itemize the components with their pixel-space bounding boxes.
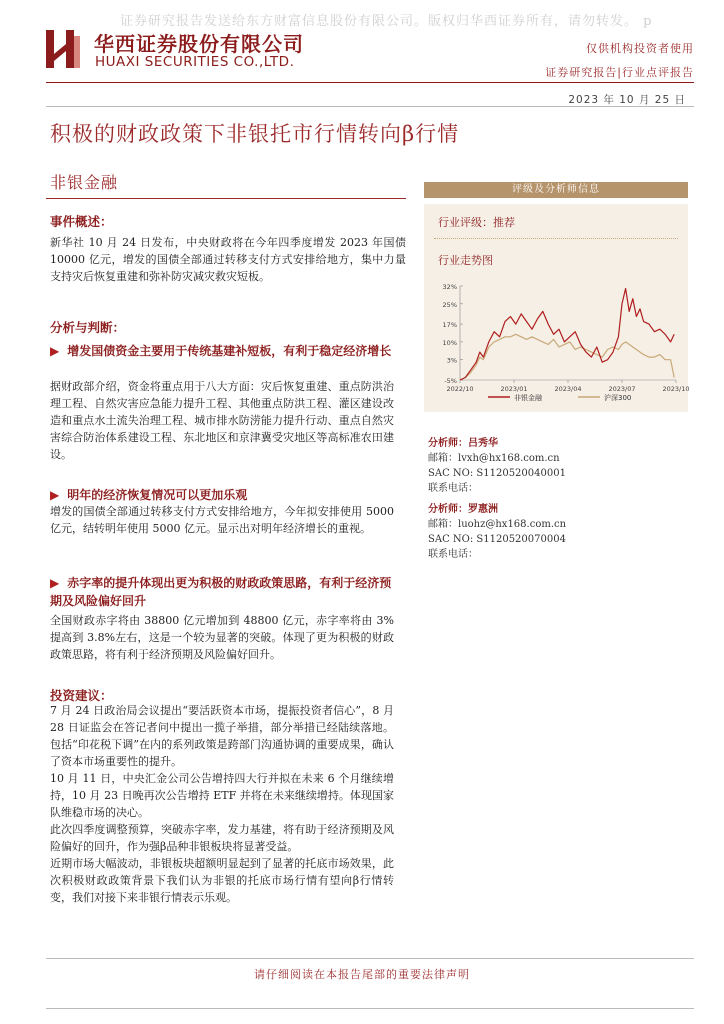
x-tick-label: 2023/01 (500, 385, 528, 393)
invest-heading: 投资建议： (50, 688, 113, 703)
rating-label: 行业评级：推荐 (438, 216, 515, 229)
invest-paragraph: 近期市场大幅波动，非银板块超额明显起到了显著的托底市场效果，此次积极财政政策背景下我们认为非银的托底市场行情有望向β行情转变，我们对接下来非银行情表示乐观。 (50, 857, 394, 904)
trend-label: 行业走势图 (438, 254, 493, 267)
sector-name: 非银金融 (50, 173, 119, 192)
analysis-heading: 分析与判断： (50, 320, 126, 335)
y-tick-label: 32% (442, 283, 457, 291)
sidebar-header: 评级及分析师信息 (424, 182, 688, 198)
report-type: 证券研究报告|行业点评报告 (545, 66, 694, 79)
y-tick-label: -5% (444, 377, 457, 385)
date-rule (46, 106, 694, 107)
x-tick-label: 2023/04 (554, 385, 582, 393)
analyst-2 (428, 502, 566, 562)
event-heading: 事件概述： (50, 214, 113, 229)
y-tick-label: 25% (442, 300, 457, 309)
analysis-point-2-text: 增发的国债全部通过转移支付方式安排给地方，今年拟安排使用 5000 亿元，结转明年使用 5000 亿元。显示出对明年经济增长的重视。 (50, 505, 394, 535)
legend-label: 非银金融 (514, 394, 542, 402)
analyst-2-sac: SAC NO: S1120520070004 (428, 534, 566, 545)
invest-paragraph: 此次四季度调整预算，突破赤字率，发力基建，将有助于经济预期及风险偏好的回升，作为强β品种非银板块将显著受益。 (50, 823, 394, 853)
legal-notice: 请仔细阅读在本报告尾部的重要法律声明 (254, 968, 470, 981)
analyst-1-phone: 联系电话： (428, 483, 478, 494)
rating-and-chart-panel (424, 204, 688, 412)
analyst-panel (424, 432, 688, 582)
bullet-triangle-icon: ▶ (50, 488, 60, 502)
analyst-1-name: 分析师：吕秀华 (428, 438, 498, 449)
analysis-point-1-text: 据财政部介绍，资金将重点用于八大方面：灾后恢复重建、重点防洪治理工程、自然灾害应急能力提升工程、其他重点防洪工程、灌区建设改造和重点水土流失治理工程、城市排水防涝能力提升行动、重点自然灾害综合防治体系建设工程、东北地区和京津冀受灾地区等高标准农田建设。 (50, 380, 394, 461)
bullet-triangle-icon: ▶ (50, 576, 60, 590)
analyst-2-email[interactable]: 邮箱：luohz@hx168.com.cn (428, 519, 567, 530)
sector-rule (46, 198, 406, 199)
series-line-nonbank (460, 289, 674, 381)
x-tick-label: 2023/07 (608, 385, 636, 393)
y-tick-label: 17% (442, 321, 457, 330)
event-text: 新华社 10 月 24 日发布，中央财政将在今年四季度增发 2023 年国债 10000 亿元，增发的国债全部通过转移支付方式安排给地方，集中力量支持灾后恢复重建和弥补防灾减灾救灾短板。 (50, 236, 406, 283)
bottom-rule (46, 1008, 694, 1009)
company-name-cn: 华西证券股份有限公司 (94, 32, 304, 56)
analysis-point-3-text: 全国财政赤字将由 38800 亿元增加到 48800 亿元，赤字率将由 3%提高到 3.8%左右，这是一个较为显著的突破。体现了更为积极的财政政策思路，将有利于经济预期及风险偏好回升。 (50, 614, 394, 661)
series-line-hs300 (460, 334, 674, 380)
analysis-point-3-title: ▶ 赤字率的提升体现出更为积极的财政政策思路，有利于经济预期及风险偏好回升 (50, 576, 392, 608)
analyst-1-email[interactable]: 邮箱：lvxh@hx168.com.cn (428, 453, 560, 464)
invest-body (50, 702, 394, 906)
report-date: 2023 年 10 月 25 日 (568, 94, 686, 106)
trend-chart (428, 280, 690, 410)
watermark: 证券研究报告发送给东方财富信息股份有限公司。版权归华西证券所有，请勿转发。 p (120, 14, 653, 29)
analyst-2-name: 分析师：罗惠洲 (428, 504, 498, 515)
analysis-point-1-title: ▶ 增发国债资金主要用于传统基建补短板，有利于稳定经济增长 (50, 344, 392, 358)
sidebar (424, 182, 688, 582)
invest-paragraph: 7 月 24 日政治局会议提出“要活跃资本市场，提振投资者信心”，8 月 28 日证监会在答记者问中提出一揽子举措，部分举措已经陆续落地。包括“印花税下调”在内的系列政策是跨部门沟通协调的重要成果，确认了资本市场重要性的提升。 (50, 704, 394, 768)
header-rule (46, 82, 694, 83)
company-name-en: HUAXI SECURITIES CO.,LTD. (95, 54, 295, 70)
analyst-1 (428, 436, 566, 496)
bullet-triangle-icon: ▶ (50, 344, 60, 358)
report-title: 积极的财政政策下非银托市行情转向β行情 (50, 122, 460, 146)
analyst-1-sac: SAC NO: S1120520040001 (428, 468, 566, 479)
analyst-2-phone: 联系电话： (428, 549, 478, 560)
y-tick-label: 3% (446, 356, 457, 365)
audience-note: 仅供机构投资者使用 (586, 42, 694, 55)
analysis-point-2-title: ▶ 明年的经济恢复情况可以更加乐观 (50, 488, 248, 502)
x-tick-label: 2022/10 (446, 385, 474, 393)
footer-rule (46, 958, 694, 959)
y-tick-label: 10% (442, 338, 457, 347)
divider (434, 238, 678, 239)
invest-paragraph: 10 月 11 日，中央汇金公司公告增持四大行并拟在未来 6 个月继续增持，10 月 23 日晚再次公告增持 ETF 并将在未来继续增持。体现国家队维稳市场的决心。 (50, 772, 394, 819)
x-tick-label: 2023/10 (662, 385, 690, 393)
logo-icon (46, 30, 80, 68)
legend-label: 沪深300 (604, 394, 632, 402)
